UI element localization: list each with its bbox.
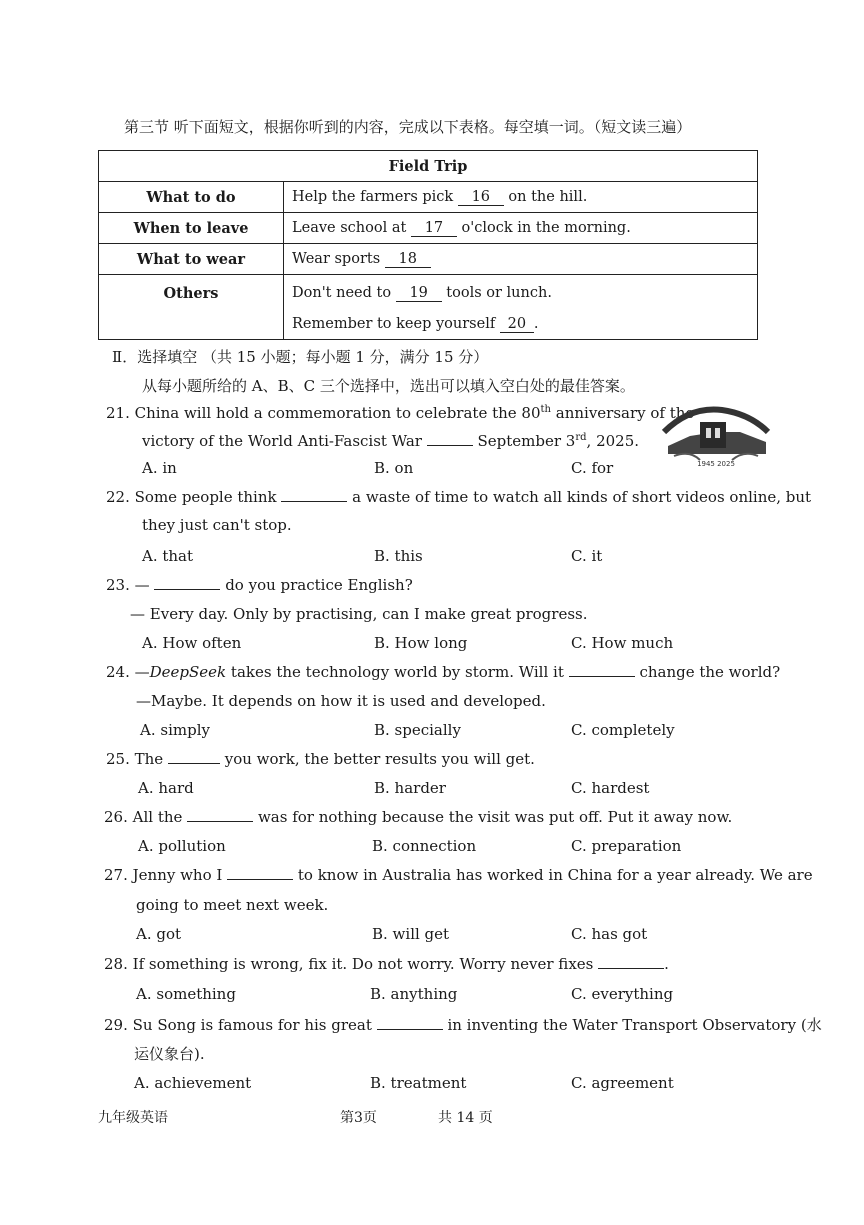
blank-20: 20 xyxy=(500,317,534,333)
row-text: tools or lunch. xyxy=(446,285,552,301)
blank-19: 19 xyxy=(396,286,442,302)
option-b: B. this xyxy=(374,547,423,565)
row-text: Help the farmers pick xyxy=(292,188,454,205)
option-c: C. for xyxy=(571,459,614,477)
question-21-line1 xyxy=(106,404,694,422)
option-b: B. will get xyxy=(372,925,450,943)
question-number: 24. xyxy=(106,663,130,681)
question-text: you work, the better results you will get. xyxy=(224,750,535,768)
answer-blank xyxy=(168,762,220,764)
section3-instruction: 第三节 听下面短文，根据你听到的内容，完成以下表格。每空填一词。（短文读三遍） xyxy=(124,118,692,136)
question-number: 29. xyxy=(104,1016,128,1034)
option-c: C. hardest xyxy=(571,779,650,797)
question-text: was for nothing because the visit was put off. Put it away now. xyxy=(257,808,733,826)
question-28-line1 xyxy=(104,955,669,973)
answer-blank xyxy=(569,675,635,677)
question-text: . xyxy=(664,955,669,973)
answer-blank xyxy=(598,967,664,969)
row-label: Others xyxy=(99,275,284,340)
option-a: A. How often xyxy=(142,634,242,652)
option-b: B. harder xyxy=(374,779,446,797)
option-b: B. treatment xyxy=(370,1074,467,1092)
table-row xyxy=(99,182,758,213)
row-text: . xyxy=(533,316,539,332)
row-content xyxy=(284,275,758,340)
question-number: 23. xyxy=(106,576,130,594)
option-a: A. got xyxy=(136,925,182,943)
table-title-row xyxy=(99,151,758,182)
question-text: All the xyxy=(132,808,183,826)
question-text: takes the technology world by storm. Will it xyxy=(226,663,564,681)
row-text: o'clock in the morning. xyxy=(461,219,631,236)
option-c: C. completely xyxy=(571,721,675,739)
question-22-line1 xyxy=(106,488,811,506)
option-a: A. pollution xyxy=(138,837,226,855)
option-c: C. everything xyxy=(571,985,674,1003)
table-row xyxy=(99,244,758,275)
table-title: Field Trip xyxy=(99,151,758,182)
blank-16: 16 xyxy=(458,190,504,206)
row-label: What to wear xyxy=(99,244,284,275)
row-text: Remember to keep yourself xyxy=(292,316,496,332)
question-text: , 2025. xyxy=(586,432,640,450)
option-b: B. anything xyxy=(370,985,458,1003)
footer-subject: 九年级英语 xyxy=(98,1110,168,1126)
option-b: B. How long xyxy=(374,634,468,652)
question-text: victory of the World Anti-Fascist War xyxy=(142,432,422,450)
row-content xyxy=(284,182,758,213)
option-a: A. something xyxy=(136,985,236,1003)
row-content xyxy=(284,244,758,275)
table-row xyxy=(99,213,758,244)
question-text: September 3 xyxy=(477,432,576,450)
question-number: 22. xyxy=(106,488,130,506)
question-29-line2: 运仪象台). xyxy=(134,1045,205,1063)
blank-17: 17 xyxy=(411,221,457,237)
row-text: Wear sports xyxy=(292,250,381,267)
question-text: in inventing the Water Transport Observatory (水 xyxy=(447,1016,822,1034)
question-24-line2: —Maybe. It depends on how it is used and developed. xyxy=(136,692,546,710)
footer-page: 第3页 xyxy=(340,1110,377,1126)
option-c: C. has got xyxy=(571,925,648,943)
question-23-line1 xyxy=(106,576,413,594)
question-number: 27. xyxy=(104,866,128,884)
option-c: C. How much xyxy=(571,634,674,652)
question-text: DeepSeek xyxy=(149,663,227,681)
option-a: A. simply xyxy=(140,721,210,739)
table-row xyxy=(99,275,758,340)
question-text: do you practice English? xyxy=(225,576,413,594)
question-number: 21. xyxy=(106,404,130,422)
question-number: 25. xyxy=(106,750,130,768)
emblem-years: 1945 2025 xyxy=(697,460,735,468)
answer-blank xyxy=(427,444,473,446)
question-24-line1 xyxy=(106,663,780,681)
option-a: A. in xyxy=(142,459,177,477)
row-text: Don't need to xyxy=(292,285,392,301)
row-text: Leave school at xyxy=(292,219,407,236)
question-23-line2: — Every day. Only by practising, can I make great progress. xyxy=(130,605,588,623)
question-26-line1 xyxy=(104,808,732,826)
option-a: A. achievement xyxy=(134,1074,252,1092)
option-b: B. on xyxy=(374,459,414,477)
question-22-line2: they just can't stop. xyxy=(142,516,292,534)
commemoration-emblem xyxy=(660,402,772,470)
question-text: — xyxy=(134,576,150,594)
question-27-line2: going to meet next week. xyxy=(136,896,329,914)
row-content xyxy=(284,213,758,244)
question-text: If something is wrong, fix it. Do not worry. Worry never fixes xyxy=(132,955,594,973)
option-a: A. hard xyxy=(138,779,194,797)
section2-title: Ⅱ．选择填空 （共 15 小题；每小题 1 分，满分 15 分） xyxy=(112,348,489,366)
question-text: Su Song is famous for his great xyxy=(132,1016,372,1034)
section2-instruction: 从每小题所给的 A、B、C 三个选择中，选出可以填入空白处的最佳答案。 xyxy=(142,377,635,395)
blank-18: 18 xyxy=(385,252,431,268)
question-text: a waste of time to watch all kinds of short videos online, but xyxy=(352,488,812,506)
option-b: B. connection xyxy=(372,837,477,855)
question-text: to know in Australia has worked in China for a year already. We are xyxy=(297,866,813,884)
superscript: th xyxy=(540,404,551,415)
answer-blank xyxy=(377,1028,443,1030)
question-text: Some people think xyxy=(134,488,277,506)
question-text: — xyxy=(134,663,150,681)
question-text: anniversary of the xyxy=(550,404,695,422)
question-text: The xyxy=(134,750,164,768)
question-27-line1 xyxy=(104,866,813,884)
row-text: on the hill. xyxy=(508,188,588,205)
question-text: China will hold a commemoration to celebrate the 80 xyxy=(134,404,541,422)
row-label: What to do xyxy=(99,182,284,213)
field-trip-table xyxy=(98,150,758,340)
row-label: When to leave xyxy=(99,213,284,244)
question-number: 28. xyxy=(104,955,128,973)
answer-blank xyxy=(281,500,347,502)
footer-total: 共 14 页 xyxy=(438,1110,493,1126)
answer-blank xyxy=(154,588,220,590)
option-b: B. specially xyxy=(374,721,461,739)
answer-blank xyxy=(187,820,253,822)
question-25-line1 xyxy=(106,750,535,768)
question-text: Jenny who I xyxy=(132,866,223,884)
question-29-line1 xyxy=(104,1014,822,1035)
question-text: change the world? xyxy=(639,663,781,681)
answer-blank xyxy=(227,878,293,880)
option-a: A. that xyxy=(142,547,194,565)
option-c: C. preparation xyxy=(571,837,682,855)
question-number: 26. xyxy=(104,808,128,826)
superscript: rd xyxy=(575,432,587,443)
great-wall-icon xyxy=(660,402,772,470)
question-21-line2 xyxy=(142,432,639,450)
option-c: C. agreement xyxy=(571,1074,674,1092)
option-c: C. it xyxy=(571,547,603,565)
